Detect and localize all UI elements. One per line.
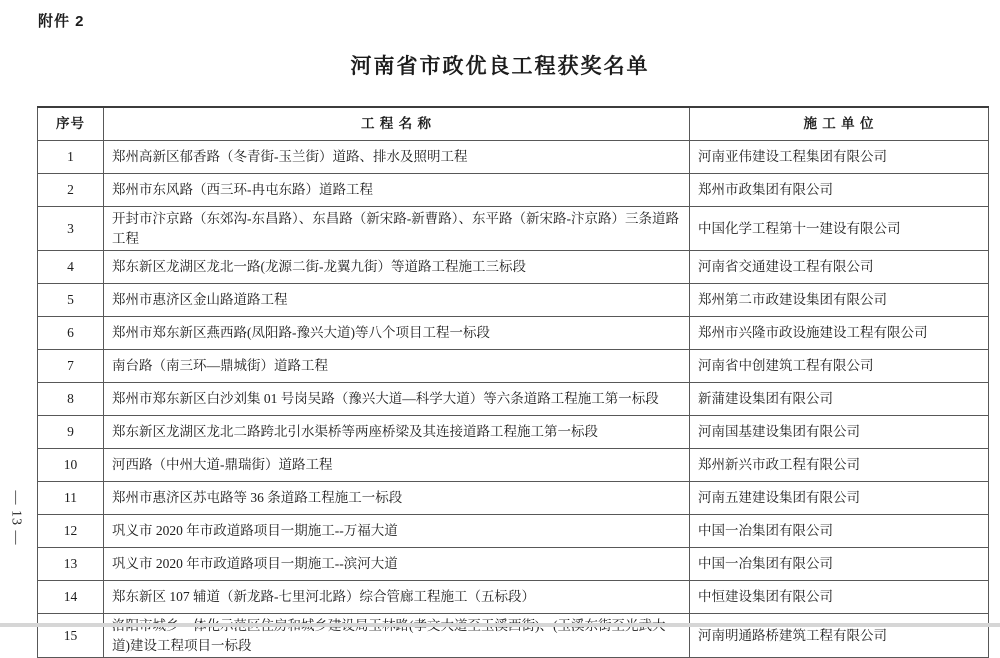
table-row (38, 350, 989, 383)
cell-serial-number: 11 (38, 482, 104, 515)
cell-serial-number: 10 (38, 449, 104, 482)
cell-project-name: 巩义市 2020 年市政道路项目一期施工--滨河大道 (104, 548, 690, 581)
cell-serial-number: 14 (38, 581, 104, 614)
cell-serial-number: 5 (38, 284, 104, 317)
table-row (38, 581, 989, 614)
table-row (38, 614, 989, 658)
cell-project-name: 郑州市东风路（西三环-冉屯东路）道路工程 (104, 174, 690, 207)
table-row (38, 141, 989, 174)
cell-construction-unit: 中恒建设集团有限公司 (690, 581, 989, 614)
cell-project-name: 郑州高新区郁香路（冬青街-玉兰街）道路、排水及照明工程 (104, 141, 690, 174)
table-row (38, 207, 989, 251)
table-row (38, 416, 989, 449)
page-number-text: — 13 — (8, 490, 23, 546)
cell-construction-unit: 新蒲建设集团有限公司 (690, 383, 989, 416)
cell-serial-number: 2 (38, 174, 104, 207)
table-row (38, 515, 989, 548)
cell-construction-unit: 中国化学工程第十一建设有限公司 (690, 207, 989, 251)
table-row (38, 548, 989, 581)
cell-project-name: 开封市汴京路（东郊沟-东昌路）、东昌路（新宋路-新曹路）、东平路（新宋路-汴京路）三条道路工程 (104, 207, 690, 251)
attachment-label: 附件 2 (38, 13, 85, 30)
cell-construction-unit: 河南省交通建设工程有限公司 (690, 251, 989, 284)
cell-serial-number: 9 (38, 416, 104, 449)
cell-construction-unit: 河南五建建设集团有限公司 (690, 482, 989, 515)
cell-project-name: 郑州市惠济区金山路道路工程 (104, 284, 690, 317)
cell-construction-unit: 河南国基建设集团有限公司 (690, 416, 989, 449)
table-row (38, 383, 989, 416)
cell-project-name: 郑州市郑东新区白沙刘集 01 号岗吴路（豫兴大道—科学大道）等六条道路工程施工第一标段 (104, 383, 690, 416)
cell-serial-number: 12 (38, 515, 104, 548)
cell-project-name: 郑东新区 107 辅道（新龙路-七里河北路）综合管廊工程施工（五标段） (104, 581, 690, 614)
table-row (38, 317, 989, 350)
cell-construction-unit: 中国一冶集团有限公司 (690, 548, 989, 581)
cell-serial-number: 15 (38, 614, 104, 658)
cell-serial-number: 13 (38, 548, 104, 581)
cell-project-name: 巩义市 2020 年市政道路项目一期施工--万福大道 (104, 515, 690, 548)
cell-project-name: 郑东新区龙湖区龙北一路(龙源二街-龙翼九街）等道路工程施工三标段 (104, 251, 690, 284)
cell-serial-number: 7 (38, 350, 104, 383)
table-row (38, 174, 989, 207)
cell-construction-unit: 河南明通路桥建筑工程有限公司 (690, 614, 989, 658)
header-serial-number: 序号 (38, 107, 104, 141)
cell-project-name: 郑州市郑东新区燕西路(凤阳路-豫兴大道)等八个项目工程一标段 (104, 317, 690, 350)
cell-construction-unit: 郑州第二市政建设集团有限公司 (690, 284, 989, 317)
cell-project-name: 郑州市惠济区苏屯路等 36 条道路工程施工一标段 (104, 482, 690, 515)
header-construction-unit: 施 工 单 位 (690, 107, 989, 141)
cell-construction-unit: 河南亚伟建设工程集团有限公司 (690, 141, 989, 174)
cell-project-name: 郑东新区龙湖区龙北二路跨北引水渠桥等两座桥梁及其连接道路工程施工第一标段 (104, 416, 690, 449)
cell-construction-unit: 中国一冶集团有限公司 (690, 515, 989, 548)
header-project-name: 工 程 名 称 (104, 107, 690, 141)
cell-construction-unit: 河南省中创建筑工程有限公司 (690, 350, 989, 383)
table-header-row (38, 107, 989, 141)
table-row (38, 251, 989, 284)
table-body (38, 141, 989, 658)
cell-serial-number: 6 (38, 317, 104, 350)
page-title: 河南省市政优良工程获奖名单 (350, 55, 650, 78)
table-row (38, 449, 989, 482)
award-table-grid (37, 106, 989, 658)
cell-project-name: 道)建设工程项目一标段 (104, 614, 690, 658)
cell-construction-unit: 郑州市政集团有限公司 (690, 174, 989, 207)
page-number (0, 468, 30, 568)
cell-serial-number: 4 (38, 251, 104, 284)
table-row (38, 482, 989, 515)
cell-serial-number: 3 (38, 207, 104, 251)
cell-project-name: 南台路（南三环—鼎城街）道路工程 (104, 350, 690, 383)
table-row (38, 284, 989, 317)
cell-project-name: 河西路（中州大道-鼎瑞街）道路工程 (104, 449, 690, 482)
cell-serial-number: 1 (38, 141, 104, 174)
cell-construction-unit: 郑州市兴隆市政设施建设工程有限公司 (690, 317, 989, 350)
cell-construction-unit: 郑州新兴市政工程有限公司 (690, 449, 989, 482)
cell-serial-number: 8 (38, 383, 104, 416)
award-table (37, 106, 988, 658)
scan-edge (0, 623, 1000, 627)
